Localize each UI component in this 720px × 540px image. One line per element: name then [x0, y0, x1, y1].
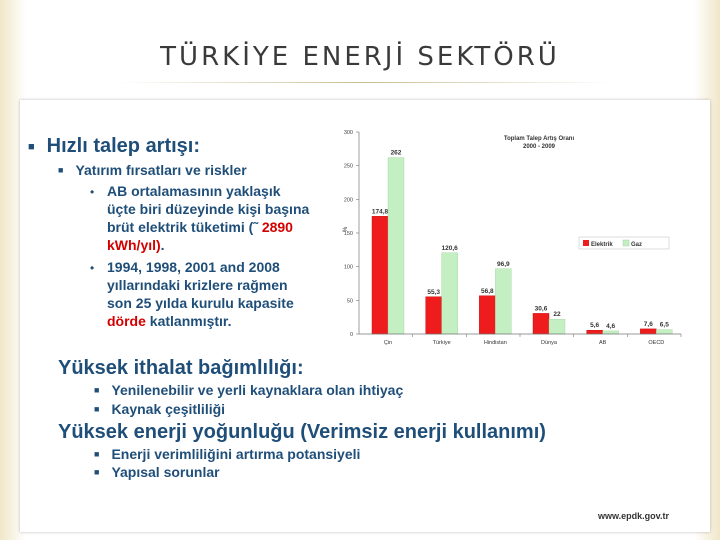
square-bullet-icon: ■ — [94, 467, 100, 477]
bar-electricity — [533, 313, 549, 334]
chart-subtitle: 2000 - 2009 — [522, 144, 556, 150]
bullet-text: katlanmıştır. — [145, 313, 232, 329]
y-tick-label: 300 — [343, 130, 353, 136]
import-item-renewables — [94, 382, 403, 398]
dot-bullet-icon: • — [90, 261, 95, 275]
bar-electricity — [372, 216, 388, 334]
square-bullet-icon: ■ — [94, 404, 100, 414]
intensity-item-structural — [94, 464, 220, 480]
x-tick-label: Dünya — [541, 340, 557, 346]
bullet-line — [107, 312, 294, 330]
bullet-installed-capacity — [107, 258, 294, 330]
x-tick-label: Hindistan — [483, 340, 507, 346]
bar-gas — [656, 330, 672, 334]
square-bullet-icon: ■ — [94, 385, 100, 395]
bar-value-label: 6,5 — [659, 321, 669, 329]
bar-gas — [495, 269, 511, 334]
y-tick-label: 100 — [343, 264, 353, 271]
intensity-item-text: Yapısal sorunlar — [111, 464, 220, 480]
bar-value-label: 56,8 — [481, 287, 494, 295]
heading-demand-growth-text: Hızlı talep artışı: — [46, 135, 201, 157]
import-item-text: Kaynak çeşitliliği — [111, 401, 226, 417]
bullet-line: son 25 yılda kurulu kapasite — [107, 295, 294, 311]
bullet-line: AB ortalamasının yaklaşık — [107, 183, 281, 199]
chart-title: Toplam Talep Artış Oranı — [503, 136, 575, 142]
square-bullet-icon: ■ — [28, 141, 35, 153]
content-panel — [20, 100, 710, 532]
dot-bullet-icon: • — [90, 185, 95, 199]
title-divider — [115, 82, 615, 83]
bar-gas — [388, 158, 404, 334]
heading-energy-intensity: Yüksek enerji yoğunluğu (Verimsiz enerji kullanımı) — [58, 421, 546, 443]
bar-value-label: 22 — [553, 311, 561, 319]
highlight-2890: 2890 — [261, 219, 293, 235]
bar-electricity — [640, 329, 656, 334]
bullet-line: 1994, 1998, 2001 and 2008 — [107, 259, 280, 275]
heading-demand-growth — [28, 135, 200, 158]
subheading-investment-text: Yatırım fırsatları ve riskler — [75, 162, 247, 178]
bar-electricity — [587, 330, 603, 334]
bullet-text: . — [160, 237, 165, 253]
bar-value-label: 4,6 — [606, 322, 616, 330]
bar-value-label: 262 — [390, 149, 402, 157]
x-tick-label: Çin — [383, 340, 393, 346]
heading-import-dependency: Yüksek ithalat bağımlılığı: — [58, 357, 304, 379]
intensity-item-text: Enerji verimliliğini artırma potansiyeli — [111, 446, 361, 462]
bullet-line — [107, 218, 309, 236]
bar-value-label: 174,8 — [371, 208, 389, 216]
bullet-line: yıllarındaki krizlere rağmen — [107, 277, 288, 293]
bar-gas — [549, 319, 565, 334]
bar-value-label: 7,6 — [643, 320, 653, 328]
bar-electricity — [479, 296, 495, 334]
bullet-line: üçte biri düzeyinde kişi başına — [107, 201, 310, 217]
bullet-line — [107, 236, 309, 254]
x-tick-label: OECD — [648, 340, 665, 346]
y-tick-label: 0 — [349, 332, 353, 338]
bullet-text: brüt elektrik tüketimi (˜ — [107, 219, 262, 235]
y-tick-label: 200 — [343, 197, 353, 204]
y-tick-label: 150 — [343, 231, 353, 237]
demand-growth-chart — [320, 124, 692, 356]
bar-value-label: 5,6 — [590, 322, 600, 330]
legend-label-gas: Gaz — [631, 242, 643, 248]
subheading-investment — [58, 162, 247, 178]
legend-swatch-electricity — [583, 240, 589, 246]
highlight-kwh: kWh/yıl) — [107, 237, 161, 253]
x-axis — [359, 334, 681, 346]
y-tick-label: 50 — [346, 298, 353, 305]
bar-value-label: 30,6 — [534, 305, 548, 313]
source-url: www.epdk.gov.tr — [598, 511, 670, 521]
square-bullet-icon: ■ — [58, 165, 64, 175]
legend — [579, 237, 669, 249]
x-tick-label: Türkiye — [432, 340, 451, 346]
intensity-item-efficiency — [94, 446, 360, 462]
legend-label-electricity: Elektrik — [591, 242, 613, 248]
legend-swatch-gas — [623, 240, 629, 246]
bullet-electricity-consumption — [107, 182, 309, 254]
import-item-text: Yenilenebilir ve yerli kaynaklara olan ihtiyaç — [111, 382, 404, 398]
slide-title: TÜRKİYE ENERJİ SEKTÖRÜ — [160, 42, 560, 72]
y-tick-label: 250 — [343, 163, 353, 170]
y-axis — [344, 130, 359, 338]
bar-value-label: 96,9 — [497, 260, 510, 268]
x-tick-label: AB — [598, 340, 607, 346]
import-item-diversity — [94, 401, 225, 417]
bar-value-label: 120,6 — [441, 244, 458, 252]
square-bullet-icon: ■ — [94, 449, 100, 459]
bar-electricity — [426, 297, 442, 334]
bar-value-label: 55,3 — [427, 288, 440, 296]
highlight-dorde: dörde — [107, 313, 146, 329]
bar-gas — [442, 253, 458, 334]
y-axis-label: % — [343, 226, 349, 232]
bar-gas — [603, 331, 619, 334]
